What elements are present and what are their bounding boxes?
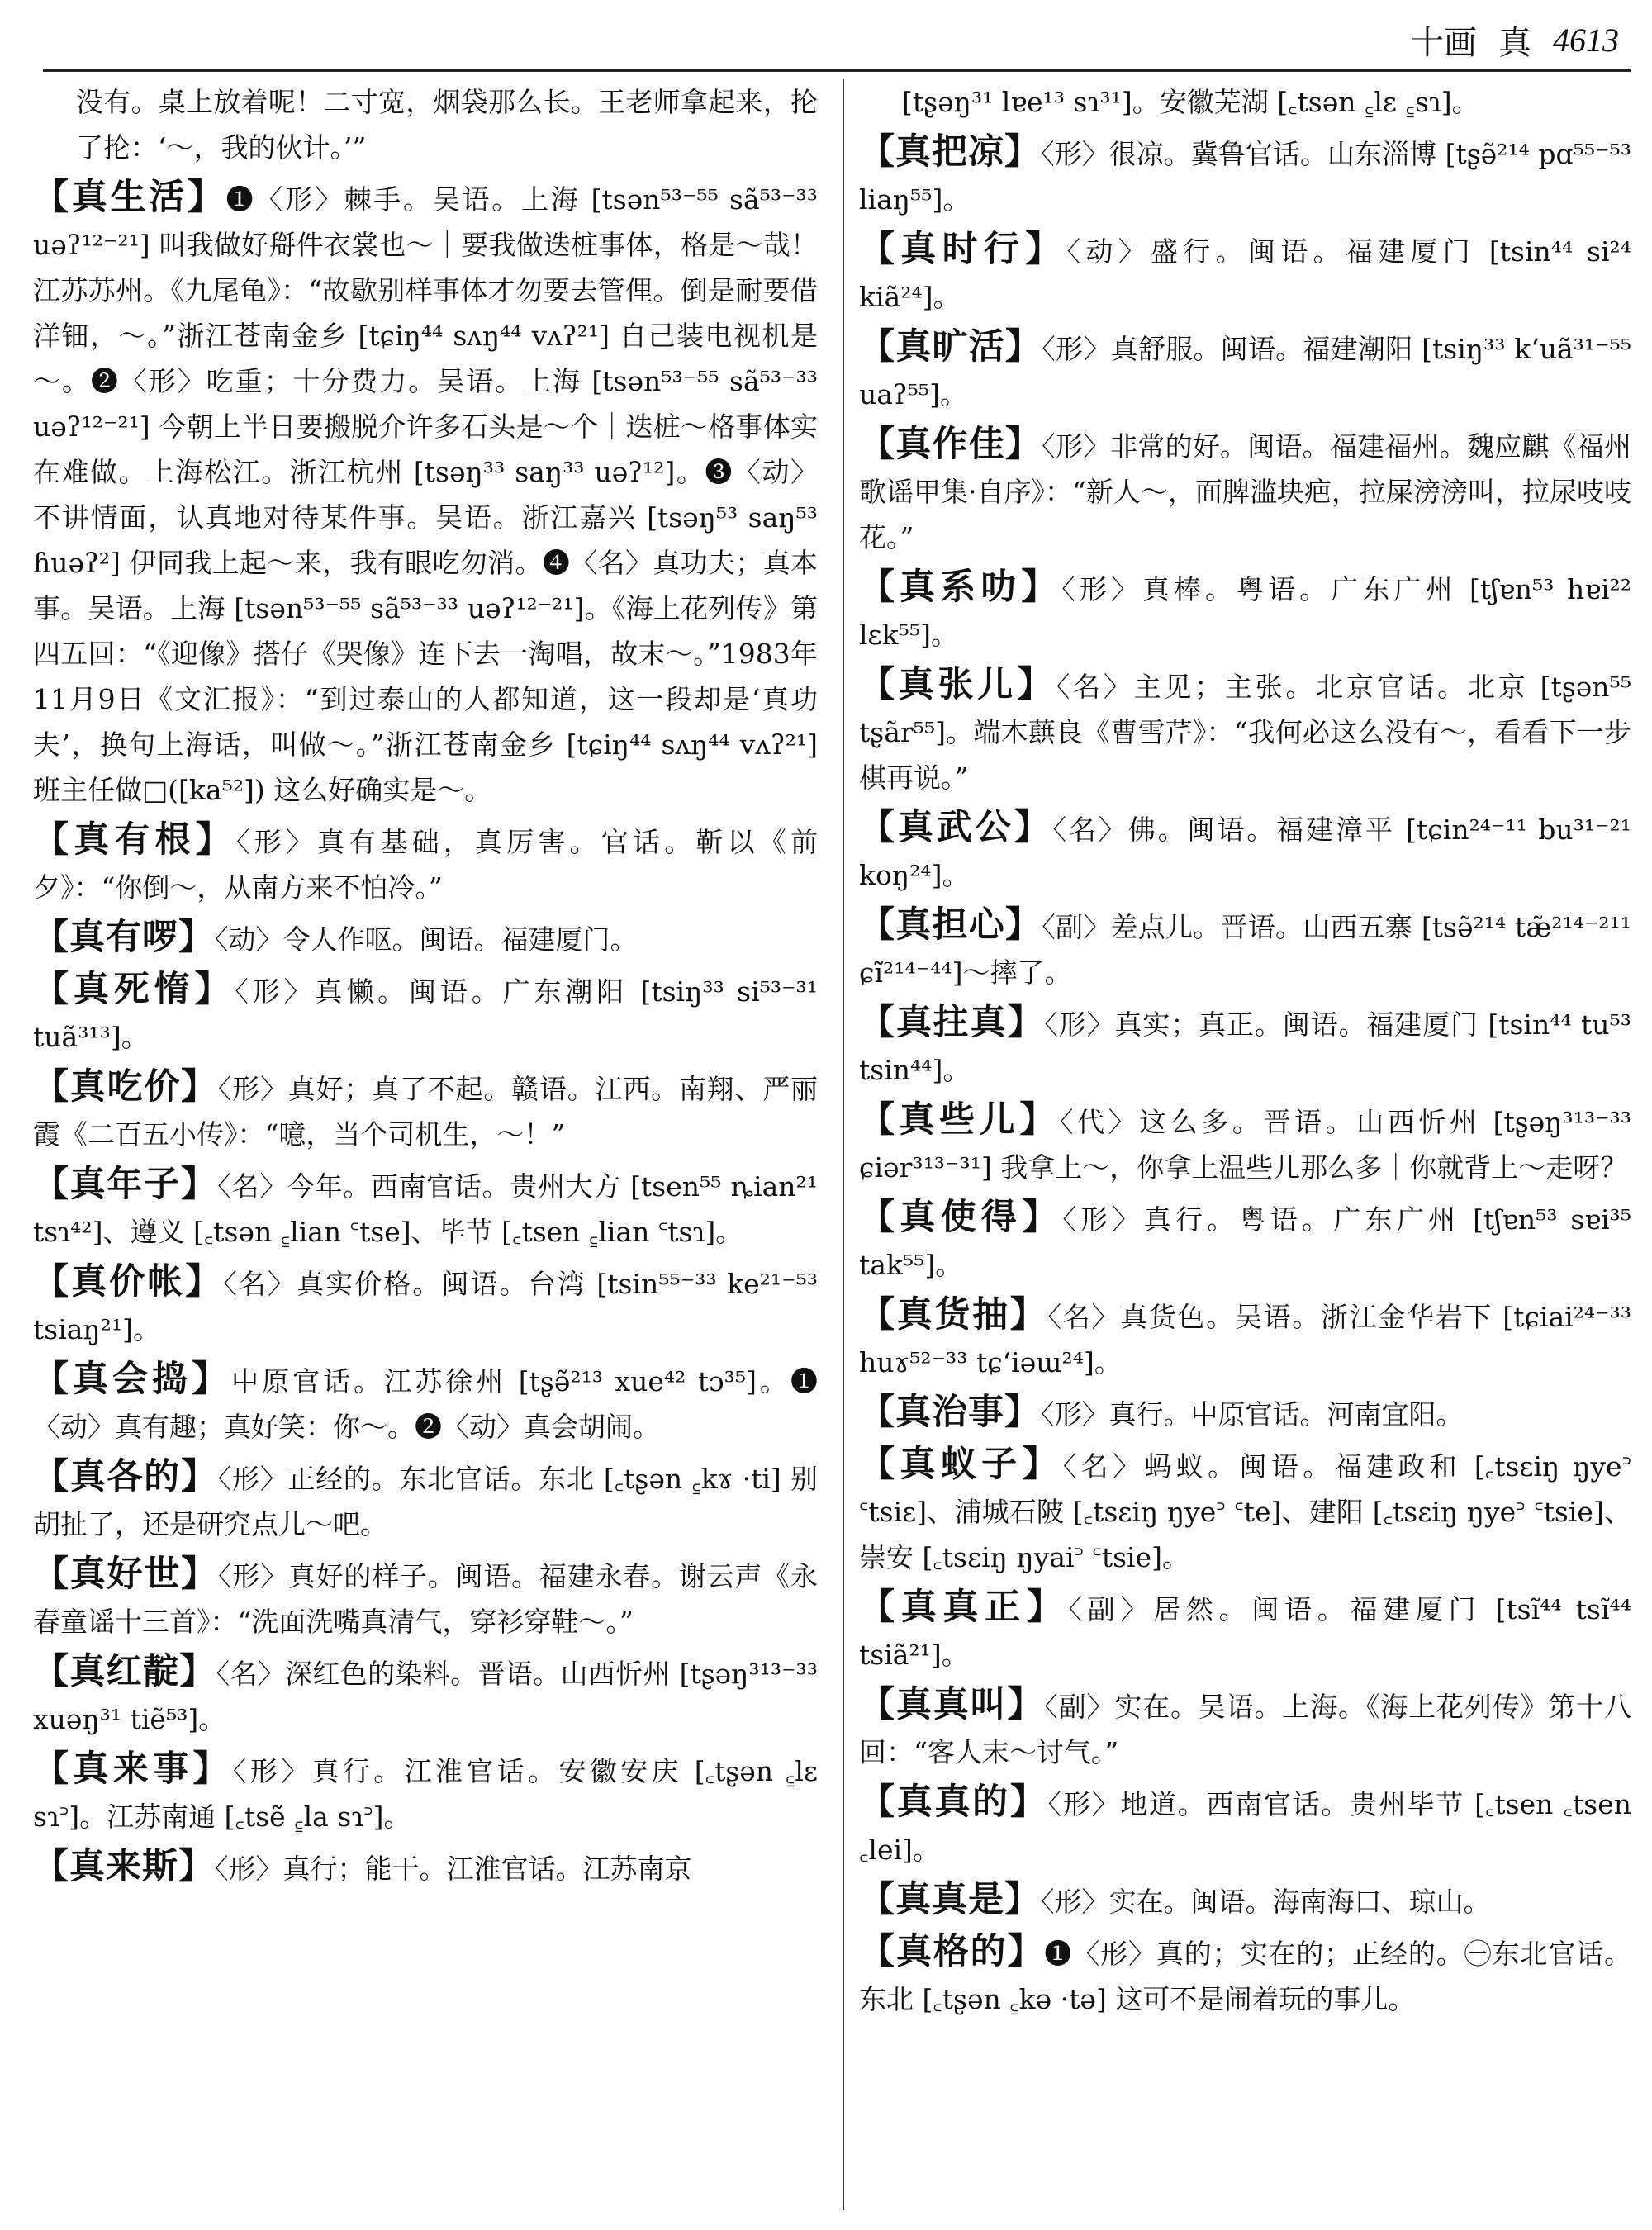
header-rule [43, 69, 1631, 72]
head-character: 真 [1498, 23, 1531, 62]
dictionary-entry [859, 1442, 1631, 1580]
dictionary-entry [33, 1747, 818, 1839]
dictionary-entry [859, 903, 1631, 995]
entry-definition: 〈名〉深红色的染料。晋语。山西忻州 [tʂəŋ³¹³⁻³³ xuəŋ³¹ tiẽ⁵³]。 [33, 1658, 818, 1735]
dictionary-entry [859, 227, 1631, 320]
column-divider [843, 79, 844, 2210]
entry-headword: 【真红靛】 [33, 1651, 216, 1692]
continued-entry [33, 79, 818, 170]
entry-headword: 【真格的】 [859, 1931, 1045, 1972]
dictionary-entry [33, 1162, 818, 1255]
entry-headword: 【真武公】 [859, 807, 1053, 848]
dictionary-entry [33, 967, 818, 1060]
entry-definition: 〈名〉主见；主张。北京官话。北京 [tʂən⁵⁵ tʂãr⁵⁵]。端木蕻良《曹雪芹》：“我何必这么没有～，看看下一步棋再说。” [859, 671, 1631, 794]
dictionary-entry [859, 130, 1631, 222]
entry-definition: 〈形〉非常的好。闽语。福建福州。魏应麒《福州歌谣甲集·自序》：“新人～，面脾滥块疤，拉屎滂滂叫，拉尿吱吱花。” [859, 430, 1632, 553]
entry-definition: 〈形〉真懒。闽语。广东潮阳 [tsiŋ³³ si⁵³⁻³¹ tuã³¹³]。 [33, 975, 819, 1053]
entry-headword: 【真好世】 [33, 1554, 218, 1595]
entry-headword: 【真蚁子】 [859, 1444, 1063, 1485]
entry-headword: 【真作佳】 [859, 424, 1042, 465]
continued-entry [859, 79, 1631, 125]
entry-definition: 〈形〉很凉。冀鲁官话。山东淄博 [tʂə̃²¹⁴ pɑ⁵⁵⁻⁵³ liaŋ⁵⁵]。 [859, 138, 1632, 216]
dictionary-entry [33, 1260, 818, 1352]
entry-definition: 〈形〉真行。江淮官话。安徽安庆 [꜀tʂən ꜁lɛ sɿ꜄]。江苏南通 [꜀tsẽ ꜁la sɿ꜄]。 [33, 1755, 818, 1833]
entry-headword: 【真各的】 [33, 1456, 218, 1497]
entry-headword: 【真使得】 [859, 1197, 1063, 1238]
entry-definition: 〈形〉真行。粤语。广东广州 [tʃɐn⁵³ sɐi³⁵ tak⁵⁵]。 [859, 1203, 1631, 1281]
dictionary-entry [33, 1065, 818, 1157]
entry-headword: 【真来事】 [33, 1748, 233, 1790]
entry-definition: 〈形〉真实；真正。闽语。福建厦门 [tsin⁴⁴ tu⁵³ tsin⁴⁴]。 [859, 1008, 1632, 1086]
entry-definition: 〈名〉蚂蚁。闽语。福建政和 [꜀tsɛiŋ ŋye꜄ ꜂tsiɛ]、浦城石陂 [꜀tsɛiŋ ŋye꜄ ꜂te]、建阳 [꜀tsɛiŋ ŋye꜄ ꜂tsie]、崇安 [꜀tsɛiŋ ŋyai꜄ ꜂tsie]。 [859, 1450, 1632, 1573]
entry-definition: ❶〈形〉棘手。吴语。上海 [tsən⁵³⁻⁵⁵ sã⁵³⁻³³ uəʔ¹²⁻²¹] 叫我做好搿件衣裳也～｜要我做迭桩事体，格是～哉！江苏苏州。《九尾龟》：“故歇别样事体才勿要去管俚。倒是耐要借洋钿，～。”浙江苍南金乡 [tɕiŋ⁴⁴ sʌŋ⁴⁴ vʌʔ²¹] 自己装电视机是～。❷〈形〉吃重；十分费力。吴语。上海 [tsən⁵³⁻⁵⁵ sã⁵³⁻³³ uəʔ¹²⁻²¹] 今朝上半日要搬脱介许多石头是～个｜迭桩～格事体实在难做。上海松江。浙江杭州 [tsəŋ³³ saŋ³³ uəʔ¹²]。❸〈动〉不讲情面，认真地对待某件事。吴语。浙江嘉兴 [tsəŋ⁵³ saŋ⁵³ ɦuəʔ²] 伊同我上起～来，我有眼吃勿消。❹〈名〉真功夫；真本事。吴语。上海 [tsən⁵³⁻⁵⁵ sã⁵³⁻³³ uəʔ¹²⁻²¹]。《海上花列传》第四五回：“《迎像》搭仔《哭像》连下去一淘唱，故末～。”1983年11月9日《文汇报》：“到过泰山的人都知道，这一段却是‘真功夫’，换句上海话，叫做～。”浙江苍南金乡 [tɕiŋ⁴⁴ sʌŋ⁴⁴ vʌʔ²¹] 班主任做□([ka⁵²]) 这么好确实是～。 [33, 183, 818, 806]
entry-headword: 【真会捣】 [33, 1359, 232, 1400]
entry-definition: 〈名〉真实价格。闽语。台湾 [tsin⁵⁵⁻³³ ke²¹⁻⁵³ tsiaŋ²¹]。 [33, 1268, 818, 1345]
entry-headword: 【真拄真】 [859, 1002, 1045, 1043]
dictionary-entry [859, 1098, 1631, 1190]
dictionary-entry [33, 915, 818, 962]
dictionary-entry [33, 818, 818, 910]
dictionary-entry [859, 1585, 1631, 1677]
entry-definition: 中原官话。江苏徐州 [tʂə̃²¹³ xue⁴² tɔ³⁵]。❶〈动〉真有趣；真好笑：你～。❷〈动〉真会胡闹。 [33, 1365, 819, 1443]
entry-definition: 〈形〉地道。西南官话。贵州毕节 [꜀tsen ꜀tsen ꜀lei]。 [859, 1788, 1632, 1866]
dictionary-entry [859, 325, 1631, 417]
entry-definition: ❶〈形〉真的；实在的；正经的。㊀东北官话。东北 [꜀tʂən ꜁kə ·tə] 这可不是闹着玩的事儿。 [859, 1938, 1632, 2015]
entry-headword: 【真真叫】 [859, 1684, 1045, 1725]
entry-definition: 〈动〉令人作呕。闽语。福建厦门。 [215, 923, 638, 956]
entry-definition: 〈形〉真行；能干。江淮官话。江苏南京 [215, 1853, 692, 1885]
entry-headword: 【真张儿】 [859, 664, 1056, 705]
entry-definition: 〈代〉这么多。晋语。山西忻州 [tʂəŋ³¹³⁻³³ ɕiər³¹³⁻³¹] 我拿上～，你拿上温些儿那么多｜你就背上～走呀？ [859, 1106, 1631, 1184]
entry-headword: 【真年子】 [33, 1164, 218, 1205]
entry-headword: 【真些儿】 [859, 1099, 1060, 1141]
entry-definition: 〈副〉差点儿。晋语。山西五寨 [tsə̃²¹⁴ tæ̃²¹⁴⁻²¹¹ ɕĩ²¹⁴⁻⁴⁴]～摔了。 [859, 911, 1632, 989]
entry-definition: 〈形〉正经的。东北官话。东北 [꜀tʂən ꜁kɤ ·ti] 别胡扯了，还是研究点儿～吧。 [33, 1463, 819, 1540]
entry-definition: 〈副〉实在。吴语。上海。《海上花列传》第十八回：“客人末～讨气。” [859, 1691, 1632, 1768]
entry-headword: 【真旷活】 [859, 326, 1042, 368]
dictionary-entry [859, 1682, 1631, 1775]
entry-definition: 〈形〉真有基础，真厉害。官话。靳以《前夕》：“你倒～，从南方来不怕冷。” [33, 826, 819, 904]
dictionary-entry [33, 1649, 818, 1742]
dictionary-entry [859, 1929, 1631, 2022]
dictionary-entry [33, 1454, 818, 1547]
dictionary-entry [859, 1195, 1631, 1288]
entry-definition: 〈名〉佛。闽语。福建漳平 [tɕin²⁴⁻¹¹ bu³¹⁻²¹ koŋ²⁴]。 [859, 814, 1632, 891]
dictionary-entry [859, 422, 1631, 560]
entry-definition: 〈副〉居然。闽语。福建厦门 [tsĩ⁴⁴ tsĩ⁴⁴ tsiã²¹]。 [859, 1593, 1631, 1671]
entry-definition: 〈名〉今年。西南官话。贵州大方 [tsen⁵⁵ ȵian²¹ tsɿ⁴²]、遵义 [꜀tsən ꜁lian ꜂tse]、毕节 [꜀tsen ꜁lian ꜂tsɿ]。 [33, 1170, 819, 1248]
entry-headword: 【真有根】 [33, 819, 236, 861]
entry-headword: 【真治事】 [859, 1392, 1041, 1433]
entry-headword: 【真真的】 [859, 1782, 1048, 1823]
entry-definition: 〈形〉真舒服。闽语。福建潮阳 [tsiŋ³³ kʻuã³¹⁻⁵⁵ uaʔ⁵⁵]。 [859, 333, 1631, 410]
entry-headword: 【真时行】 [859, 229, 1067, 270]
dictionary-entry [859, 805, 1631, 898]
entry-definition: 〈形〉真行。中原官话。河南宜阳。 [1041, 1398, 1464, 1431]
page-number: 4613 [1553, 21, 1619, 59]
left-column [33, 79, 818, 1896]
entry-headword: 【真真是】 [859, 1879, 1041, 1920]
entry-headword: 【真系叻】 [859, 567, 1062, 608]
entry-headword: 【真真正】 [859, 1587, 1069, 1628]
entry-definition: 〈形〉真棒。粤语。广东广州 [tʃɐn⁵³ hɐi²² lɛk⁵⁵]。 [859, 573, 1632, 651]
entry-headword: 【真死惰】 [33, 969, 235, 1010]
entry-headword: 【真吃价】 [33, 1066, 218, 1108]
dictionary-entry [859, 565, 1631, 657]
entry-headword: 【真把凉】 [859, 131, 1042, 173]
dictionary-entry [859, 1780, 1631, 1872]
entry-headword: 【真担心】 [859, 904, 1042, 946]
entry-definition: [tʂəŋ³¹ lɐe¹³ sɿ³¹]。安徽芜湖 [꜀tsən ꜁lɛ ꜁sɿ]。 [902, 86, 1479, 118]
entry-definition: 〈名〉真货色。吴语。浙江金华岩下 [tɕiai²⁴⁻³³ huɤ⁵²⁻³³ tɕʻiəɯ²⁴]。 [859, 1301, 1632, 1378]
dictionary-entry [859, 1877, 1631, 1924]
entry-definition: 没有。桌上放着呢！二寸宽，烟袋那么长。王老师拿起来，抡了抡：‘～，我的伙计。’” [76, 86, 818, 164]
entry-headword: 【真有啰】 [33, 917, 215, 958]
dictionary-entry [33, 1844, 818, 1891]
entry-definition: 〈形〉真好；真了不起。赣语。江西。南翔、严丽霞《二百五小传》：“噫，当个司机生，～！” [33, 1073, 819, 1151]
entry-definition: 〈动〉盛行。闽语。福建厦门 [tsin⁴⁴ si²⁴ kiã²⁴]。 [859, 235, 1632, 313]
dictionary-entry [33, 175, 818, 813]
entry-headword: 【真生活】 [33, 177, 226, 218]
dictionary-entry [859, 1390, 1631, 1437]
entry-definition: 〈形〉实在。闽语。海南海口、琼山。 [1041, 1886, 1491, 1918]
right-column [859, 79, 1631, 2027]
entry-definition: 〈形〉真好的样子。闽语。福建永春。谢云声《永春童谣十三首》：“洗面洗嘴真清气，穿衫穿鞋～。” [33, 1560, 819, 1638]
chapter-label: 十画 [1411, 23, 1477, 62]
entry-headword: 【真来斯】 [33, 1846, 215, 1887]
entry-headword: 【真货抽】 [859, 1294, 1048, 1336]
dictionary-entry [859, 1293, 1631, 1385]
dictionary-entry [859, 1000, 1631, 1093]
dictionary-entry [33, 1552, 818, 1644]
entry-headword: 【真价帐】 [33, 1261, 224, 1302]
dictionary-entry [859, 662, 1631, 800]
page-header [0, 15, 1619, 64]
dictionary-entry [33, 1357, 818, 1450]
